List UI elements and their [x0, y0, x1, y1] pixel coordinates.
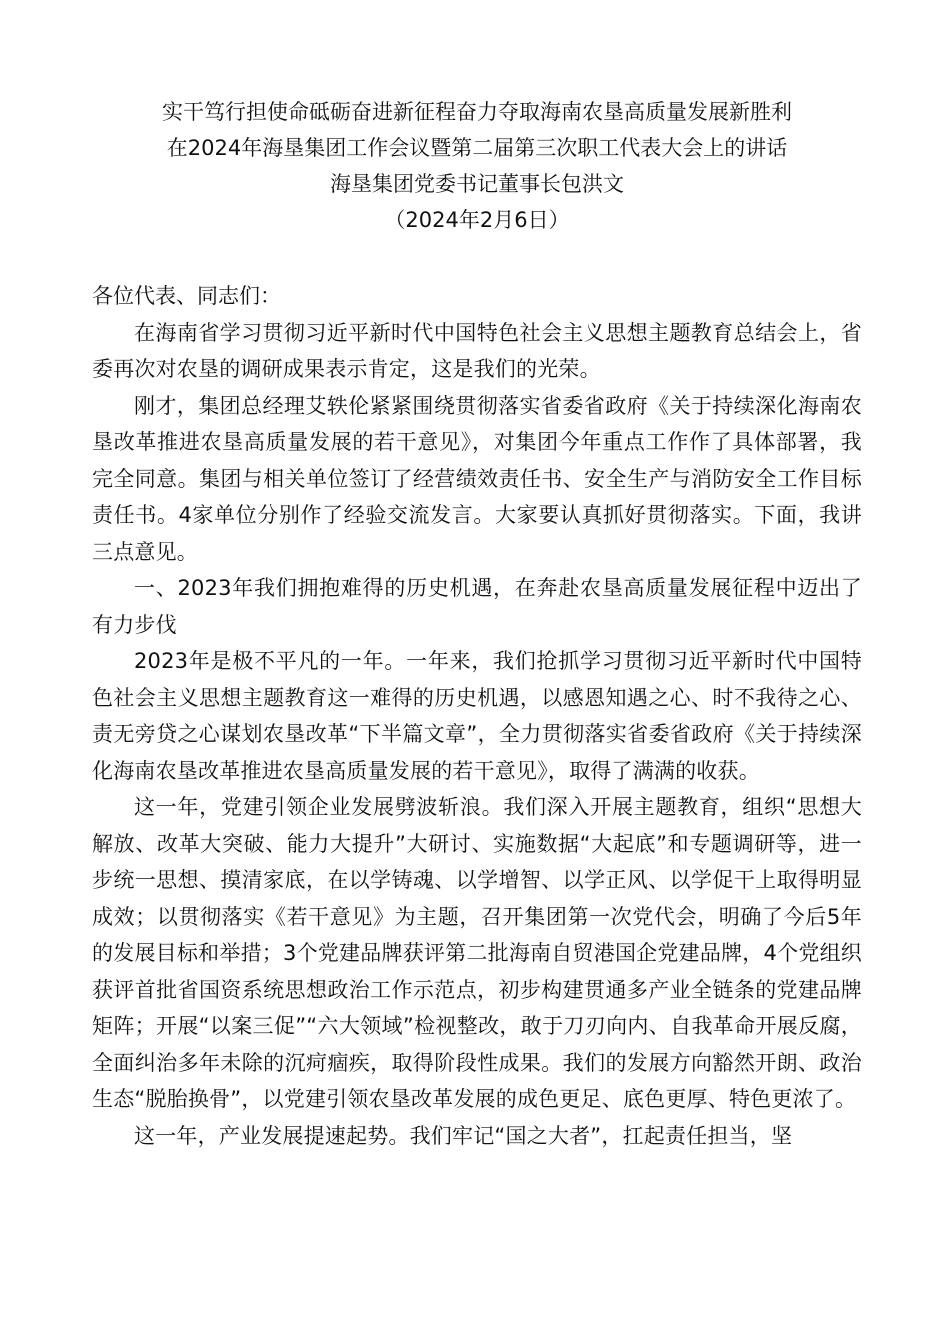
speaker-line: 海垦集团党委书记董事长包洪文 [330, 172, 624, 196]
section-heading: 一、2023年我们拥抱难得的历史机遇，在奔赴农垦高质量发展征程中迈出了有力步伐 [92, 576, 862, 637]
paragraph: 这一年，产业发展提速起势。我们牢记“国之大者”，扛起责任担当，坚 [134, 1123, 793, 1148]
document-subtitle: 在2024年海垦集团工作会议暨第二届第三次职工代表大会上的讲话 [166, 136, 788, 160]
paragraph: 这一年，党建引领企业发展劈波斩浪。我们深入开展主题教育，组织“思想大解放、改革大突破、能力大提升”大研讨、实施数据“大起底”和专题调研等，进一步统一思想、摸清家底，在以学铸魂、以学增智、以学正风、以学促干上取得明显成效；以贯彻落实《若干意见》为主题，召开集团第一次党代会，明确了今后5年的发展目标和举措；3个党建品牌获评第二批海南自贸港国企党建品牌，4个党组织获评首批省国资系统思想政治工作示范点，初步构建贯通多产业全链条的党建品牌矩阵；开展“以案三促”“六大领域”检视整改，敢于刀刃向内、自我革命开展反腐，全面纠治多年未除的沉疴痼疾，取得阶段性成果。我们的发展方向豁然开朗、政治生态“脱胎换骨”，以党建引领农垦改革发展的成色更足、底色更厚、特色更浓了。 [92, 795, 862, 1111]
paragraph: 刚才，集团总经理艾轶伦紧紧围绕贯彻落实省委省政府《关于持续深化海南农垦改革推进农垦高质量发展的若干意见》，对集团今年重点工作作了具体部署，我完全同意。集团与相关单位签订了经营绩效责任书、安全生产与消防安全工作目标责任书。4家单位分别作了经验交流发言。大家要认真抓好贯彻落实。下面，我讲三点意见。 [92, 393, 862, 564]
salutation: 各位代表、同志们： [92, 284, 281, 308]
paragraph: 在海南省学习贯彻习近平新时代中国特色社会主义思想主题教育总结会上，省委再次对农垦的调研成果表示肯定，这是我们的光荣。 [92, 320, 862, 381]
document-title: 实干笃行担使命砥砺奋进新征程奋力夺取海南农垦高质量发展新胜利 [162, 100, 792, 124]
title-block [92, 94, 862, 238]
speech-date: （2024年2月6日） [384, 208, 570, 232]
paragraph: 2023年是极不平凡的一年。一年来，我们抢抓学习贯彻习近平新时代中国特色社会主义思想主题教育这一难得的历史机遇，以感恩知遇之心、时不我待之心、责无旁贷之心谋划农垦改革“下半篇文章”，全力贯彻落实省委省政府《关于持续深化海南农垦改革推进农垦高质量发展的若干意见》，取得了满满的收获。 [92, 649, 862, 783]
document-page [92, 94, 862, 1154]
